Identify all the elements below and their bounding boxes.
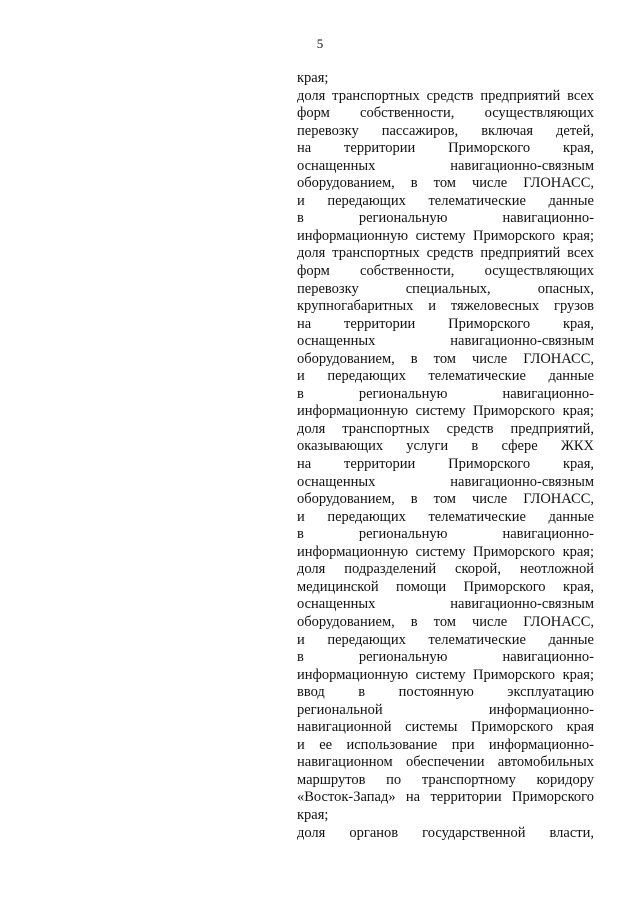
text-line: оборудованием, в том числе ГЛОНАСС, bbox=[297, 613, 594, 630]
text-line: на территории Приморского края, bbox=[297, 140, 594, 157]
text-line: оснащенных навигационно-связным bbox=[297, 157, 594, 174]
text-line: региональной информационно- bbox=[297, 701, 594, 718]
text-line: и передающих телематические данные bbox=[297, 368, 594, 385]
text-line: в региональную навигационно- bbox=[297, 210, 594, 227]
text-line: ввод в постоянную эксплуатацию bbox=[297, 684, 594, 701]
text-line: форм собственности, осуществляющих bbox=[297, 105, 594, 122]
text-line: медицинской помощи Приморского края, bbox=[297, 578, 594, 595]
text-line: на территории Приморского края, bbox=[297, 315, 594, 332]
text-line: и передающих телематические данные bbox=[297, 631, 594, 648]
text-line: форм собственности, осуществляющих bbox=[297, 263, 594, 280]
text-line: информационную систему Приморского края; bbox=[297, 543, 594, 560]
text-line: оборудованием, в том числе ГЛОНАСС, bbox=[297, 350, 594, 367]
text-line: в региональную навигационно- bbox=[297, 385, 594, 402]
text-line: оснащенных навигационно-связным bbox=[297, 473, 594, 490]
text-line: в региональную навигационно- bbox=[297, 649, 594, 666]
text-line: оказывающих услуги в сфере ЖКХ bbox=[297, 438, 594, 455]
text-line: края; bbox=[297, 70, 329, 86]
text-line: в региональную навигационно- bbox=[297, 526, 594, 543]
page-number: 5 bbox=[316, 36, 324, 51]
text-line: доля подразделений скорой, неотложной bbox=[297, 561, 594, 578]
document-text-column bbox=[297, 70, 594, 842]
text-line: оборудованием, в том числе ГЛОНАСС, bbox=[297, 175, 594, 192]
text-line: доля транспортных средств предприятий, bbox=[297, 420, 594, 437]
text-line: оснащенных навигационно-связным bbox=[297, 333, 594, 350]
text-line: информационную систему Приморского края; bbox=[297, 403, 594, 420]
text-line: и передающих телематические данные bbox=[297, 508, 594, 525]
text-line: оснащенных навигационно-связным bbox=[297, 596, 594, 613]
text-line: доля органов государственной власти, bbox=[297, 824, 594, 841]
text-line: на территории Приморского края, bbox=[297, 456, 594, 473]
text-line: и ее использование при информационно- bbox=[297, 736, 594, 753]
text-line: перевозку специальных, опасных, bbox=[297, 280, 594, 297]
text-line: маршрутов по транспортному коридору bbox=[297, 771, 594, 788]
text-line: крупногабаритных и тяжеловесных грузов bbox=[297, 298, 594, 315]
text-line: доля транспортных средств предприятий всех bbox=[297, 87, 594, 104]
text-line: информационную систему Приморского края; bbox=[297, 227, 594, 244]
text-line: информационную систему Приморского края; bbox=[297, 666, 594, 683]
text-line: перевозку пассажиров, включая детей, bbox=[297, 122, 594, 139]
text-line: и передающих телематические данные bbox=[297, 192, 594, 209]
text-line: края; bbox=[297, 806, 329, 823]
text-line: навигационной системы Приморского края bbox=[297, 719, 594, 736]
text-line: навигационном обеспечении автомобильных bbox=[297, 754, 594, 771]
text-line: доля транспортных средств предприятий всех bbox=[297, 245, 594, 262]
text-line: оборудованием, в том числе ГЛОНАСС, bbox=[297, 491, 594, 508]
text-line: «Восток-Запад» на территории Приморского bbox=[297, 789, 594, 806]
